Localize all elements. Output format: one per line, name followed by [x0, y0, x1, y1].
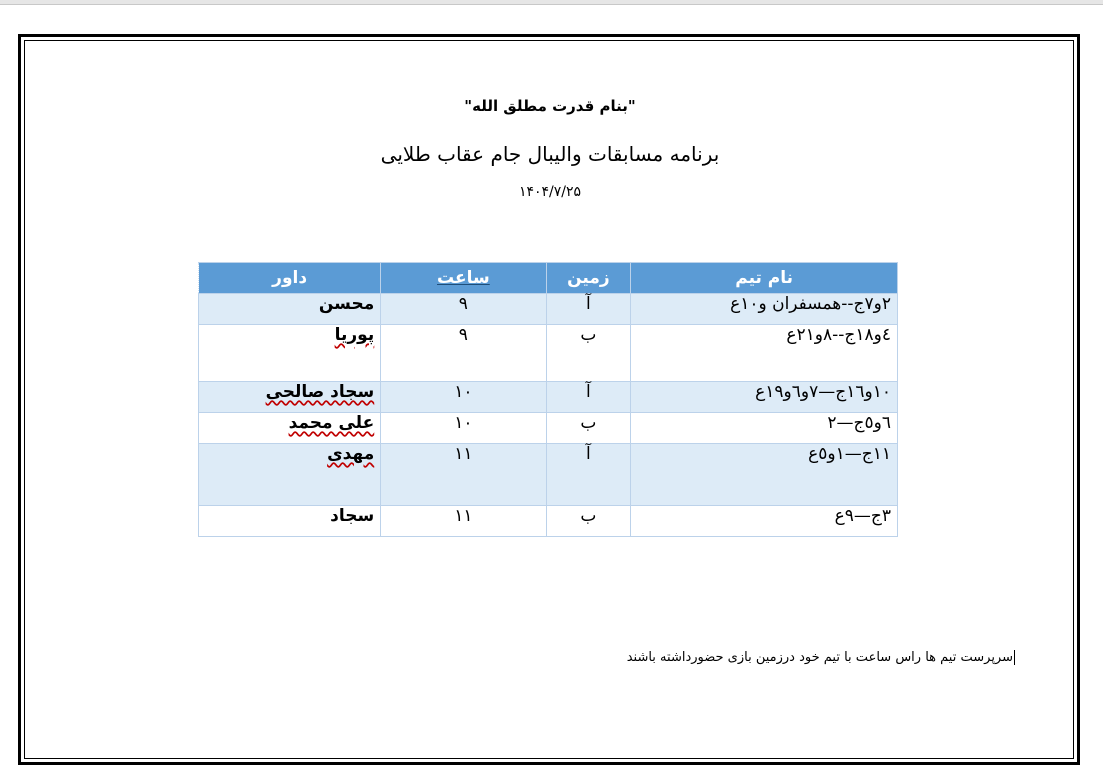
table-row: [199, 444, 898, 506]
table-row: [199, 413, 898, 444]
footer-note[interactable]: سرپرست تیم ها راس ساعت با تیم خود درزمین بازی حضورداشته باشند: [626, 650, 1013, 665]
table-row: [199, 294, 898, 325]
header-team: نام تیم: [631, 263, 898, 294]
field-cell: ب: [546, 325, 631, 382]
time-cell: ۱۱: [381, 506, 546, 537]
team-cell: ٦و٥ج—۲: [631, 413, 898, 444]
referee-text: پوریا: [334, 325, 375, 345]
team-cell: ۱۱ج—۱و٥ع: [631, 444, 898, 506]
header-referee: داور: [199, 263, 381, 294]
basmala-heading: "بنام قدرت مطلق الله": [464, 97, 636, 115]
referee-cell: سجاد: [199, 506, 381, 537]
referee-cell: محسن: [199, 294, 381, 325]
field-cell: آ: [546, 294, 631, 325]
team-cell: ۱۰و۱٦ج—۷و٦و۱۹ع: [631, 382, 898, 413]
header-field: زمین: [546, 263, 631, 294]
match-schedule-table: [198, 262, 898, 537]
time-cell: ۱۰: [381, 382, 546, 413]
field-cell: ب: [546, 413, 631, 444]
team-text: ۲و۷ج--همسفران و۱۰ع: [730, 294, 891, 314]
referee-text: علی محمد: [288, 413, 375, 433]
header-time: [381, 263, 546, 294]
table-row: [199, 382, 898, 413]
referee-text: سجاد صالحی: [265, 382, 375, 402]
referee-cell: [199, 382, 381, 413]
document-date: ۱۴۰۴/۷/۲۵: [518, 184, 582, 200]
header-time-label: ساعت: [437, 268, 490, 288]
team-cell: ۳ج—۹ع: [631, 506, 898, 537]
document-title: برنامه مسابقات والیبال جام عقاب طلایی: [380, 142, 720, 166]
field-cell: آ: [546, 382, 631, 413]
time-cell: ۱۰: [381, 413, 546, 444]
referee-cell: [199, 444, 381, 506]
table-row: [199, 325, 898, 382]
table-row: [199, 506, 898, 537]
window-top-strip: [0, 0, 1103, 5]
field-cell: ب: [546, 506, 631, 537]
time-cell: ۱۱: [381, 444, 546, 506]
team-cell: [631, 294, 898, 325]
time-cell: ۹: [381, 325, 546, 382]
referee-cell: [199, 325, 381, 382]
time-cell: ۹: [381, 294, 546, 325]
referee-cell: [199, 413, 381, 444]
team-cell: ٤و۱۸ج--۸و۲۱ع: [631, 325, 898, 382]
table-header-row: [199, 263, 898, 294]
field-cell: آ: [546, 444, 631, 506]
referee-text: مهدی: [327, 444, 375, 464]
